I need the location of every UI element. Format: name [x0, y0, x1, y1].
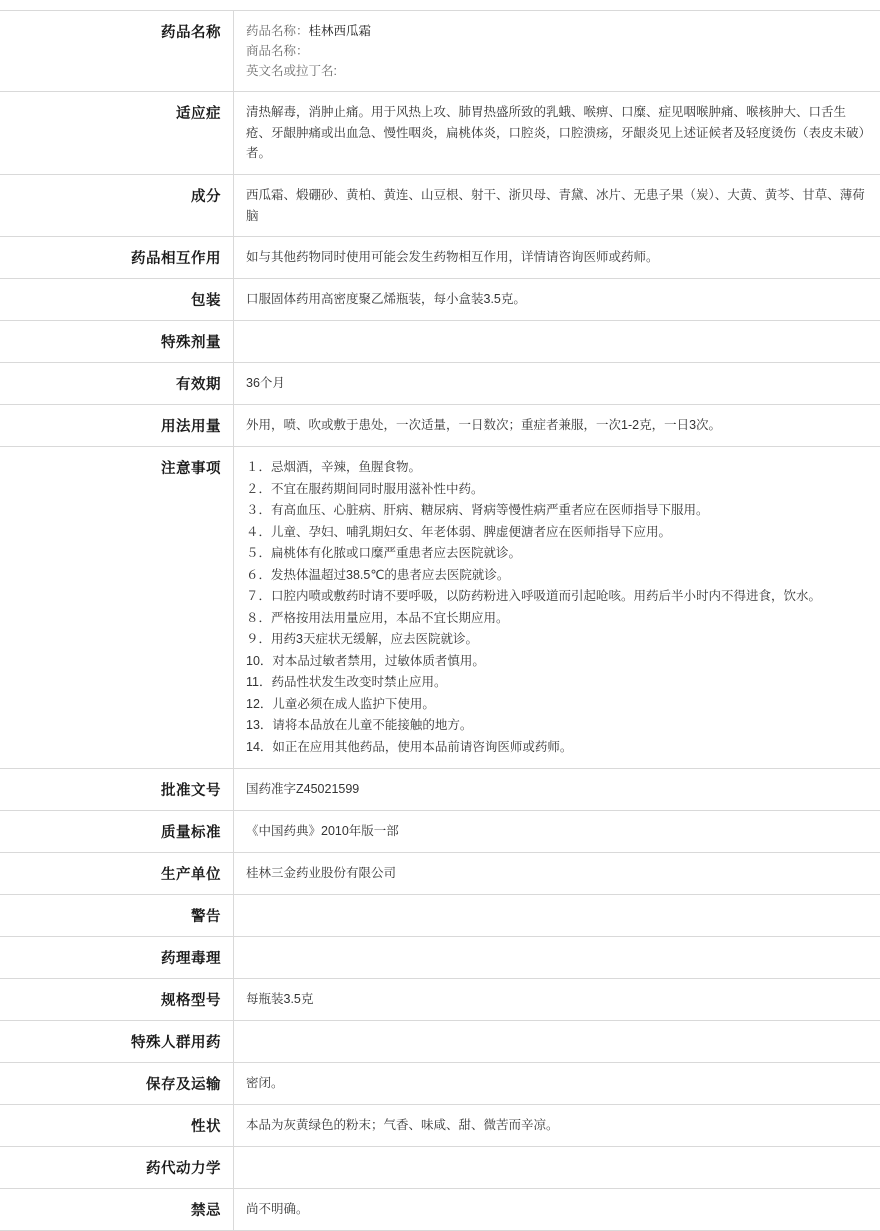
list-item: ５．扁桃体有化脓或口糜严重患者应去医院就诊。: [246, 543, 866, 565]
row-value: [234, 1147, 880, 1189]
row-value: 密闭。: [234, 1063, 880, 1105]
list-item: 10．对本品过敏者禁用，过敏体质者慎用。: [246, 651, 866, 673]
english-name-line: [246, 61, 866, 81]
drug-name-key: 药品名称：: [246, 24, 309, 38]
precautions-list: [246, 457, 866, 758]
row-value: 36个月: [234, 363, 880, 405]
row-value: 《中国药典》2010年版一部: [234, 811, 880, 853]
list-item: ８．严格按用法用量应用，本品不宜长期应用。: [246, 608, 866, 630]
row-value: [234, 321, 880, 363]
list-item: ４．儿童、孕妇、哺乳期妇女、年老体弱、脾虚便溏者应在医师指导下应用。: [246, 522, 866, 544]
row-value: [234, 895, 880, 937]
row-label: 有效期: [0, 363, 234, 405]
row-value: 西瓜霜、煅硼砂、黄柏、黄连、山豆根、射干、浙贝母、青黛、冰片、无患子果（炭）、大黄、黄芩、甘草、薄荷脑: [234, 174, 880, 236]
row-label: 成分: [0, 174, 234, 236]
table-row: [0, 447, 880, 769]
row-label: 禁忌: [0, 1189, 234, 1231]
table-row: [0, 174, 880, 236]
row-label: 药品名称: [0, 11, 234, 92]
table-row: [0, 895, 880, 937]
list-item: ６．发热体温超过38.5℃的患者应去医院就诊。: [246, 565, 866, 587]
table-row: [0, 1105, 880, 1147]
row-label: 规格型号: [0, 979, 234, 1021]
row-label: 适应症: [0, 92, 234, 175]
list-item: 11．药品性状发生改变时禁止应用。: [246, 672, 866, 694]
row-label: 生产单位: [0, 853, 234, 895]
row-label: 批准文号: [0, 769, 234, 811]
list-item: ９．用药3天症状无缓解，应去医院就诊。: [246, 629, 866, 651]
row-value: [234, 937, 880, 979]
table-row: [0, 1021, 880, 1063]
table-row: [0, 1147, 880, 1189]
table-row: [0, 92, 880, 175]
row-label: 注意事项: [0, 447, 234, 769]
row-label: 特殊人群用药: [0, 1021, 234, 1063]
row-value: 清热解毒，消肿止痛。用于风热上攻、肺胃热盛所致的乳蛾、喉痹、口糜、症见咽喉肿痛、喉核肿大、口舌生疮、牙龈肿痛或出血急、慢性咽炎，扁桃体炎，口腔炎，口腔溃疡，牙龈炎见上述证候者及轻度烫伤（表皮未破）者。: [234, 92, 880, 175]
row-label: 质量标准: [0, 811, 234, 853]
table-row: [0, 321, 880, 363]
row-label: 保存及运输: [0, 1063, 234, 1105]
list-item: 13．请将本品放在儿童不能接触的地方。: [246, 715, 866, 737]
table-row: [0, 769, 880, 811]
table-row: [0, 11, 880, 92]
row-value: [234, 447, 880, 769]
row-value: 如与其他药物同时使用可能会发生药物相互作用，详情请咨询医师或药师。: [234, 237, 880, 279]
list-item: ２．不宜在服药期间同时服用滋补性中药。: [246, 479, 866, 501]
row-label: 特殊剂量: [0, 321, 234, 363]
row-value: 每瓶装3.5克: [234, 979, 880, 1021]
drug-info-table: [0, 10, 880, 1231]
row-value: 国药准字Z45021599: [234, 769, 880, 811]
drug-name-line: [246, 21, 866, 41]
row-value: [234, 11, 880, 92]
row-label: 药理毒理: [0, 937, 234, 979]
list-item: １．忌烟酒，辛辣，鱼腥食物。: [246, 457, 866, 479]
list-item: 12．儿童必须在成人监护下使用。: [246, 694, 866, 716]
table-row: [0, 363, 880, 405]
row-label: 药品相互作用: [0, 237, 234, 279]
trade-name-line: [246, 41, 866, 61]
row-label: 包装: [0, 279, 234, 321]
row-label: 用法用量: [0, 405, 234, 447]
table-row: [0, 405, 880, 447]
table-row: [0, 853, 880, 895]
table-row: [0, 937, 880, 979]
trade-name-key: 商品名称：: [246, 44, 309, 58]
table-row: [0, 1063, 880, 1105]
row-value: 本品为灰黄绿色的粉末；气香、味咸、甜、微苦而辛凉。: [234, 1105, 880, 1147]
row-value: 外用，喷、吹或敷于患处，一次适量，一日数次；重症者兼服，一次1-2克，一日3次。: [234, 405, 880, 447]
list-item: ７．口腔内喷或敷药时请不要呼吸，以防药粉进入呼吸道而引起呛咳。用药后半小时内不得进食，饮水。: [246, 586, 866, 608]
drug-name-value: 桂林西瓜霜: [309, 24, 372, 38]
row-value: [234, 1021, 880, 1063]
table-row: [0, 279, 880, 321]
english-name-key: 英文名或拉丁名:: [246, 64, 337, 78]
list-item: 14．如正在应用其他药品，使用本品前请咨询医师或药师。: [246, 737, 866, 759]
table-row: [0, 237, 880, 279]
row-value: 尚不明确。: [234, 1189, 880, 1231]
table-body: [0, 11, 880, 1231]
table-row: [0, 811, 880, 853]
row-value: 口服固体药用高密度聚乙烯瓶装，每小盒装3.5克。: [234, 279, 880, 321]
table-row: [0, 979, 880, 1021]
row-label: 警告: [0, 895, 234, 937]
row-label: 药代动力学: [0, 1147, 234, 1189]
list-item: ３．有高血压、心脏病、肝病、糖尿病、肾病等慢性病严重者应在医师指导下服用。: [246, 500, 866, 522]
table-row: [0, 1189, 880, 1231]
row-label: 性状: [0, 1105, 234, 1147]
row-value: 桂林三金药业股份有限公司: [234, 853, 880, 895]
